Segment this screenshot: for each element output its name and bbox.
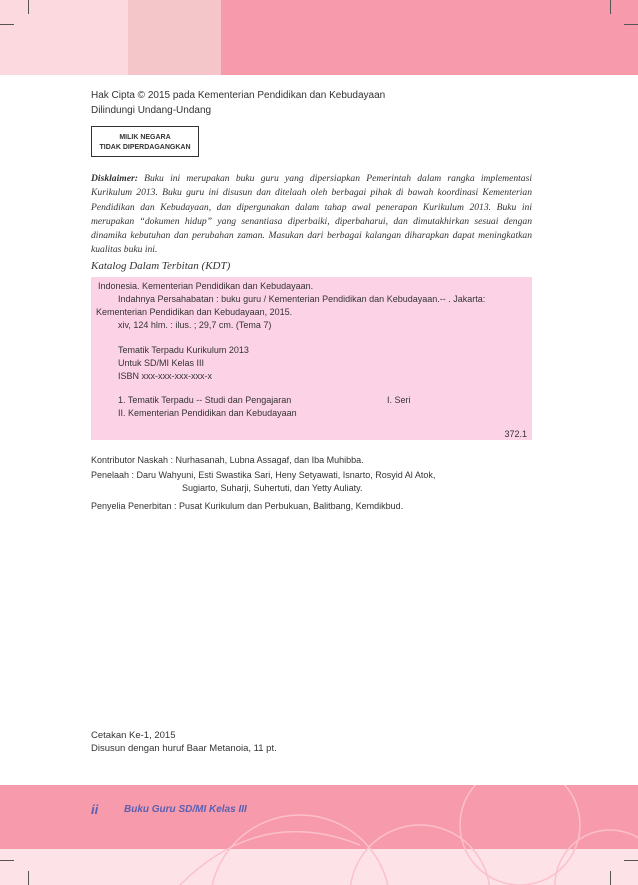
kdt-line: I. Seri (387, 395, 411, 405)
crop-mark (28, 871, 29, 885)
kdt-line: II. Kementerian Pendidikan dan Kebudayaan (118, 408, 297, 418)
kdt-title: Katalog Dalam Terbitan (KDT) (91, 260, 231, 272)
crop-mark (0, 24, 14, 25)
crop-mark (0, 860, 14, 861)
header-band-pink (221, 0, 638, 75)
kdt-line: ISBN xxx-xxx-xxx-xxx-x (118, 371, 212, 381)
crop-mark (28, 0, 29, 14)
copyright-notice (91, 89, 385, 118)
header-band-mid (128, 0, 221, 75)
disclaimer-label: Disklaimer: (91, 173, 138, 184)
state-property-stamp (91, 126, 199, 157)
crop-mark (610, 0, 611, 14)
header-band-light (0, 0, 128, 75)
stamp-line-1: MILIK NEGARA (119, 134, 171, 141)
kdt-classification: 372.1 (504, 429, 527, 439)
stamp-line-2: TIDAK DIPERDAGANGKAN (99, 144, 191, 151)
kdt-box (91, 277, 532, 440)
typeface-note: Disusun dengan huruf Baar Metanoia, 11 pt. (91, 743, 277, 754)
printing-edition: Cetakan Ke-1, 2015 (91, 730, 176, 741)
kdt-line: 1. Tematik Terpadu -- Studi dan Pengajaran (118, 395, 292, 405)
kdt-line: Indahnya Persahabatan : buku guru / Kementerian Pendidikan dan Kebudayaan.-- . Jakarta: (118, 294, 486, 304)
reviewer-line-cont: Sugiarto, Suharji, Suhertuti, dan Yetty Auliaty. (182, 483, 363, 493)
kdt-line: Kementerian Pendidikan dan Kebudayaan, 2015. (96, 307, 293, 317)
kdt-line: xiv, 124 hlm. : ilus. ; 29,7 cm. (Tema 7) (118, 320, 272, 330)
kdt-line: Indonesia. Kementerian Pendidikan dan Kebudayaan. (98, 281, 314, 291)
crop-mark (624, 860, 638, 861)
book-title: Buku Guru SD/MI Kelas III (124, 804, 247, 815)
disclaimer (91, 172, 532, 258)
contributor-line: Kontributor Naskah : Nurhasanah, Lubna Assagaf, dan Iba Muhibba. (91, 455, 364, 465)
page-number: ii (91, 802, 99, 817)
disclaimer-text: Buku ini merupakan buku guru yang dipersiapkan Pemerintah dalam rangka implementasi Kurikulum 2013. Buku guru ini disusun dan ditelaah oleh berbagai pihak di bawah koordinasi Kementerian Pendidikan dan Kebudayaan, dan dipergunakan dalam tahap awal penerapan Kurikulum 2013. Buku ini merupakan “dokumen hidup” yang senantiasa diperbaiki, diperbaharui, dan dimutakhirkan sesuai dengan dinamika kebutuhan dan perubahan zaman. Masukan dari berbagai kalangan diharapkan dapat meningkatkan kualitas buku ini. (91, 173, 532, 256)
kdt-line: Untuk SD/MI Kelas III (118, 358, 205, 368)
kdt-line: Tematik Terpadu Kurikulum 2013 (118, 345, 249, 355)
crop-mark (610, 871, 611, 885)
crop-mark (624, 24, 638, 25)
protection-line: Dilindungi Undang-Undang (91, 104, 212, 116)
reviewer-line: Penelaah : Daru Wahyuni, Esti Swastika Sari, Heny Setyawati, Isnarto, Rosyid Al Atok, (91, 470, 436, 480)
decorative-circles (0, 785, 638, 885)
supervisor-line: Penyelia Penerbitan : Pusat Kurikulum dan Perbukuan, Balitbang, Kemdikbud. (91, 501, 404, 511)
copyright-line: Hak Cipta © 2015 pada Kementerian Pendidikan dan Kebudayaan (91, 90, 386, 101)
